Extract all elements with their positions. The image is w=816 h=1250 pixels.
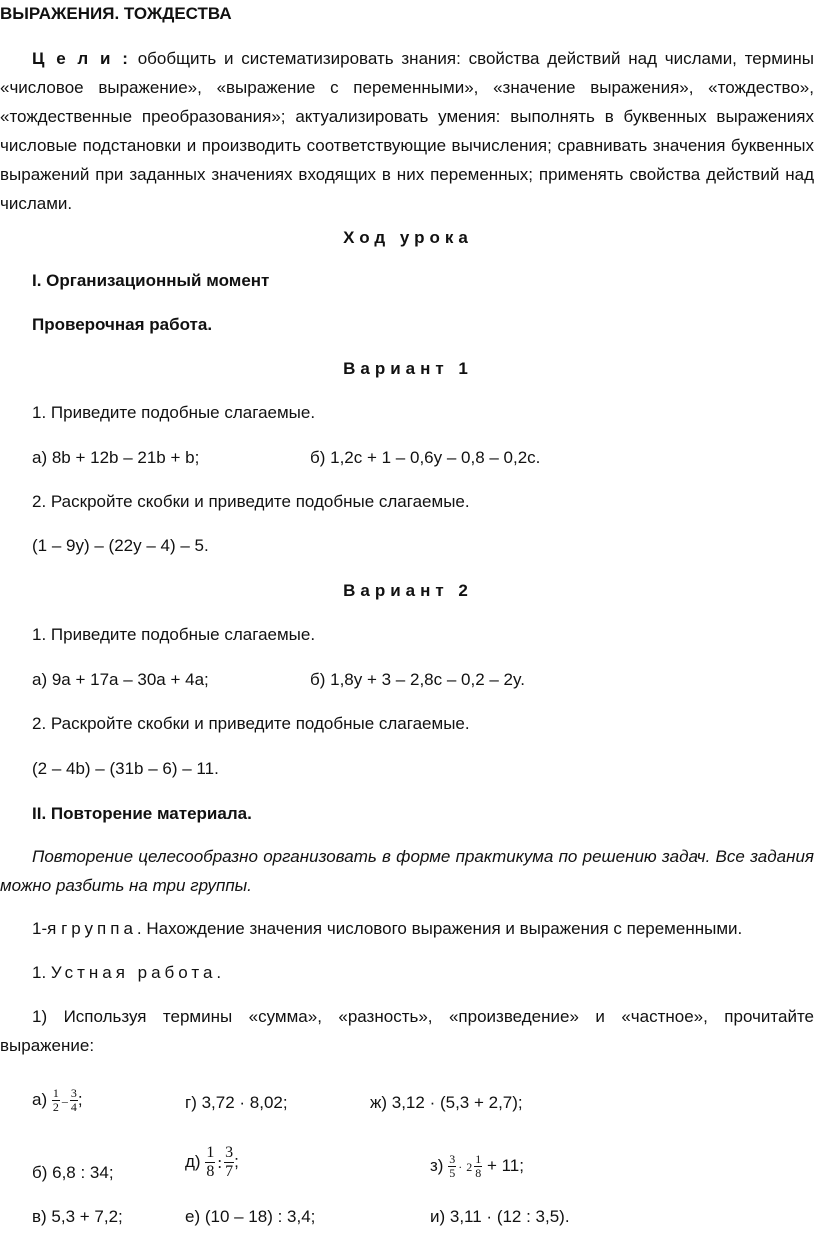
variant-2-task-1: 1. Приведите подобные слагаемые. (32, 625, 316, 644)
exercise-zh: ж) 3,12 · (5,3 + 2,7); (370, 1093, 523, 1112)
group-1-text: . Нахождение значения числового выражения и выражения с переменными. (136, 919, 743, 938)
exercise-a-fraction-2: $\frac{3}{4}$ (70, 1086, 77, 1115)
variant-1-item-b: б) 1,2c + 1 – 0,6y – 0,8 – 0,2c. (310, 448, 541, 467)
variant-2-expression: (2 – 4b) – (31b – 6) – 11. (32, 759, 219, 778)
variant-1-heading: Вариант 1 (343, 359, 473, 378)
exercise-z-fraction-2: $\frac{1}{8}$ (475, 1152, 482, 1181)
exercise-d-fraction-1: $\frac{1}{8}$ (206, 1144, 215, 1181)
variant-1-task-2: 2. Раскройте скобки и приведите подобные слагаемые. (32, 492, 470, 511)
exercise-i: и) 3,11 · (12 : 3,5). (430, 1207, 570, 1226)
exercise-a (32, 1080, 83, 1121)
check-work-heading: Проверочная работа. (32, 315, 213, 334)
variant-1-task-1: 1. Приведите подобные слагаемые. (32, 403, 316, 422)
exercise-z (430, 1146, 524, 1187)
goals-paragraph (0, 44, 814, 218)
oral-work-number: 1. (32, 963, 47, 982)
goals-label: Ц е л и : (32, 49, 130, 68)
exercise-z-label: з) (430, 1156, 444, 1175)
exercise-d-label: д) (185, 1152, 201, 1171)
exercise-d (185, 1138, 239, 1187)
group-1-label: группа (61, 919, 137, 938)
variant-2-item-a: а) 9a + 17a – 30a + 4a; (32, 670, 209, 689)
variant-1-item-a: а) 8b + 12b – 21b + b; (32, 448, 200, 467)
exercise-e: е) (10 – 18) : 3,4; (185, 1207, 316, 1226)
goals-text: обобщить и систематизировать знания: свойства действий над числами, термины «числовое выражение», «выражение с переменными», «значение выражения», «тождество», «тождественные преобразования»; актуализировать умения: выполнять в буквенных выражениях числовые подстановки и производить соответствующие вычисления; сравнивать значения буквенных выражений при заданных значениях входящих в них переменных; применять свойства действий над числами. (0, 49, 814, 213)
variant-2-item-b: б) 1,8y + 3 – 2,8c – 0,2 – 2y. (310, 670, 525, 689)
exercise-b: б) 6,8 : 34; (32, 1163, 114, 1182)
oral-work-label: Устная работа (50, 963, 217, 982)
exercise-g: г) 3,72 · 8,02; (185, 1093, 288, 1112)
exercise-z-end: + 11; (486, 1156, 524, 1175)
repeat-text: Повторение целесообразно организовать в форме практикума по решению задач. Все задания можно разбить на три группы. (0, 847, 814, 895)
exercise-v: в) 5,3 + 7,2; (32, 1207, 123, 1226)
oral-work-line (32, 962, 816, 984)
repeat-paragraph (0, 842, 814, 900)
exercise-d-operator: : (217, 1152, 223, 1172)
variant-1-expression: (1 – 9y) – (22y – 4) – 5. (32, 536, 209, 555)
document-title: ВЫРАЖЕНИЯ. ТОЖДЕСТВА (0, 4, 232, 23)
section-2-heading: II. Повторение материала. (32, 804, 252, 823)
variant-2-heading: Вариант 2 (343, 581, 473, 600)
section-1-heading: I. Организационный момент (32, 271, 270, 290)
variant-2-task-2: 2. Раскройте скобки и приведите подобные слагаемые. (32, 714, 470, 733)
exercise-z-whole: 2 (466, 1159, 473, 1174)
exercise-z-operator: · (458, 1159, 463, 1174)
exercise-z-fraction-1: $\frac{3}{5}$ (449, 1152, 456, 1181)
exercise-a-operator: – (61, 1093, 68, 1108)
task-read-text: 1) Используя термины «сумма», «разность», «произведение» и «частное», прочитайте выражение: (0, 1007, 814, 1055)
exercise-d-fraction-2: $\frac{3}{7}$ (225, 1144, 234, 1181)
exercise-a-fraction-1: $\frac{1}{2}$ (52, 1086, 59, 1115)
exercise-a-end: ; (77, 1090, 83, 1109)
oral-work-dot: . (216, 963, 222, 982)
group-1-line (32, 918, 816, 940)
task-read-paragraph (0, 1002, 814, 1060)
exercise-d-end: ; (234, 1152, 239, 1171)
exercise-a-label: а) (32, 1090, 48, 1109)
lesson-heading: Ход урока (343, 228, 473, 247)
group-1-prefix: 1-я (32, 919, 57, 938)
